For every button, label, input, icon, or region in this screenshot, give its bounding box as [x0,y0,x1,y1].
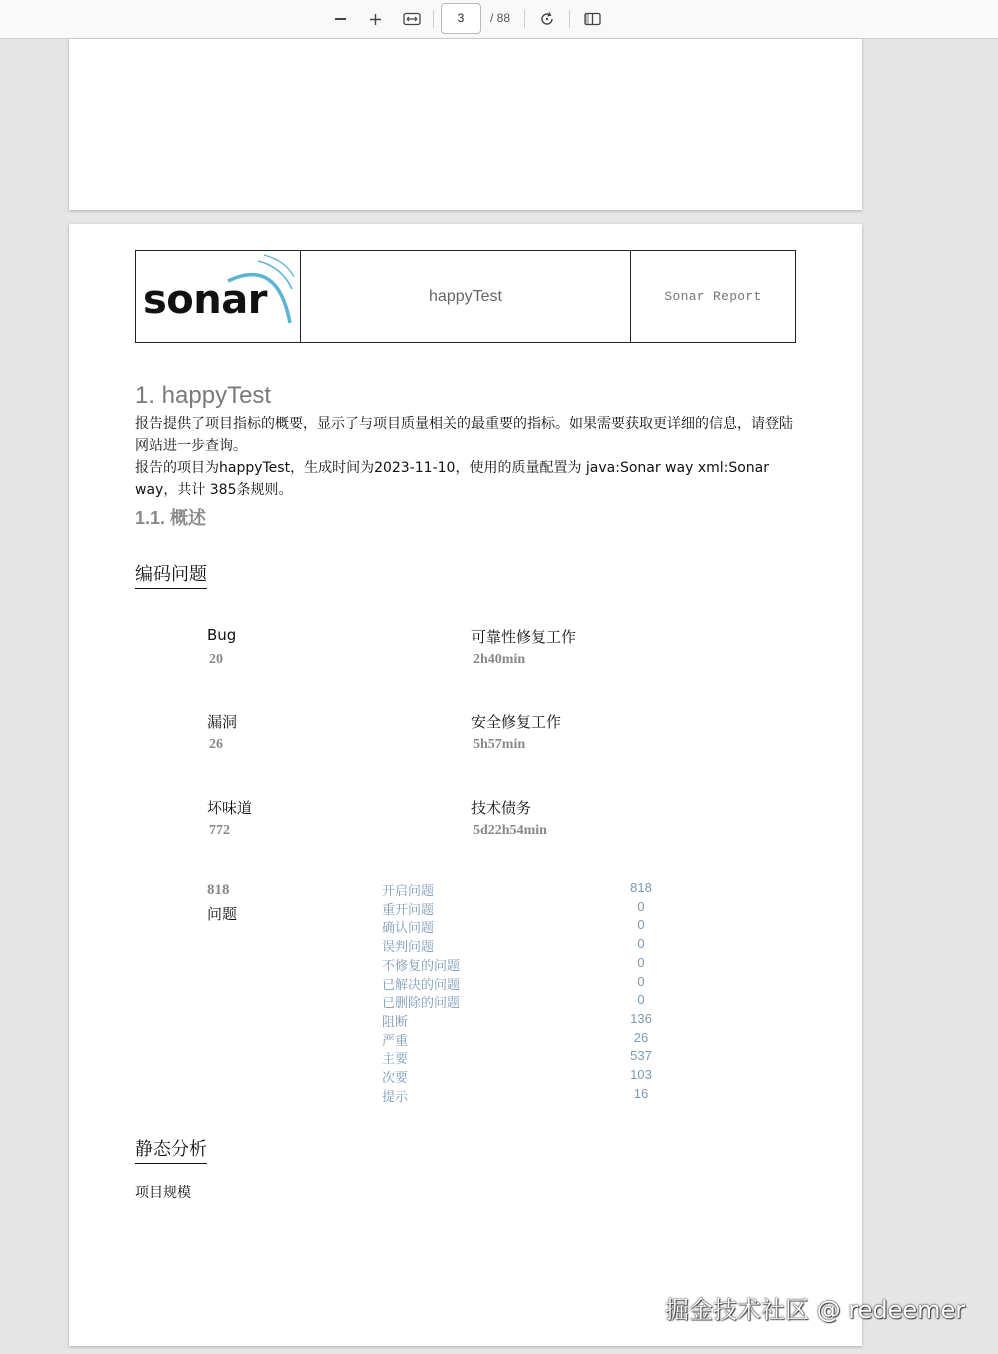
vulnerability-label: 漏洞 [207,713,238,731]
pdf-page-2 [69,39,862,210]
page-view-button[interactable] [579,6,605,32]
code-smell-label: 坏味道 [207,799,253,817]
rotate-icon [539,11,555,27]
pdf-page-3 [69,224,862,1346]
issue-row-value: 0 [637,899,645,914]
issue-row-label: 开启问题 [382,884,435,899]
page-total: / 88 [490,11,511,25]
issue-row-value: 16 [633,1086,649,1101]
toolbar-divider [524,10,525,28]
issue-row-label: 提示 [382,1090,409,1105]
header-project-name: happyTest [301,251,631,342]
toolbar-divider [433,10,434,28]
two-page-icon [584,12,601,26]
issue-row-value: 0 [637,917,645,932]
issue-row-value: 0 [637,955,645,970]
issue-row-label: 主要 [382,1052,409,1067]
issue-row-label: 确认问题 [382,921,435,936]
heading-project: 1. happyTest [135,382,272,409]
heading-overview: 1.1. 概述 [135,508,207,528]
project-scale-label: 项目规模 [135,1185,191,1201]
code-smell-value: 772 [209,823,230,838]
vulnerability-value: 26 [209,737,223,752]
issues-total-label: 问题 [207,905,238,923]
zoom-out-button[interactable] [327,6,353,32]
intro-paragraph-2: 报告的项目为happyTest，生成时间为2023-11-10，使用的质量配置为 java:Sonar way xml:Sonar way，共计 385条规则。 [135,460,770,498]
issue-row-label: 已解决的问题 [382,978,461,993]
issue-row-label: 重开问题 [382,903,435,918]
issue-row-value: 136 [630,1011,652,1026]
security-label: 安全修复工作 [471,713,562,731]
reliability-label: 可靠性修复工作 [471,628,577,646]
issue-row-value: 103 [630,1067,652,1082]
bug-label: Bug [207,626,237,644]
tech-debt-label: 技术债务 [471,799,532,817]
bug-value: 20 [209,652,223,667]
watermark: 掘金技术社区 @ redeemer [665,1296,966,1324]
issue-row-value: 0 [637,936,645,951]
reliability-value: 2h40min [473,652,526,667]
issue-row-label: 不修复的问题 [382,959,461,974]
sonar-logo [136,251,301,342]
fit-width-button[interactable] [399,6,425,32]
tech-debt-value: 5d22h54min [473,823,547,838]
issues-total-value: 818 [207,882,230,898]
section-coding-issues: 编码问题 [135,560,207,589]
minus-icon [335,18,346,20]
issue-row-value: 0 [637,992,645,1007]
page-number-input[interactable]: 3 [441,3,481,34]
issue-row-label: 已删除的问题 [382,996,461,1011]
fit-width-icon [403,12,421,26]
issue-row-label: 误判问题 [382,940,435,955]
pdf-toolbar [0,0,998,39]
report-header-table [135,250,796,343]
toolbar-divider [569,10,570,28]
section-static-analysis: 静态分析 [135,1135,207,1164]
header-report-label: Sonar Report [664,289,762,304]
zoom-in-button[interactable] [362,6,388,32]
issue-row-value: 818 [630,880,652,895]
plus-icon [369,13,382,26]
security-value: 5h57min [473,737,526,752]
issue-row-value: 537 [630,1048,652,1063]
issue-row-label: 阻断 [382,1015,409,1030]
issue-row-value: 26 [633,1030,649,1045]
rotate-button[interactable] [534,6,560,32]
issue-row-value: 0 [637,974,645,989]
logo-text: sonar [143,277,267,323]
issue-row-label: 严重 [382,1034,409,1049]
intro-paragraph-1: 报告提供了项目指标的概要，显示了与项目质量相关的最重要的指标。如果需要获取更详细的信息，请登陆网站进一步查询。 [135,416,793,454]
issue-row-label: 次要 [382,1071,409,1086]
